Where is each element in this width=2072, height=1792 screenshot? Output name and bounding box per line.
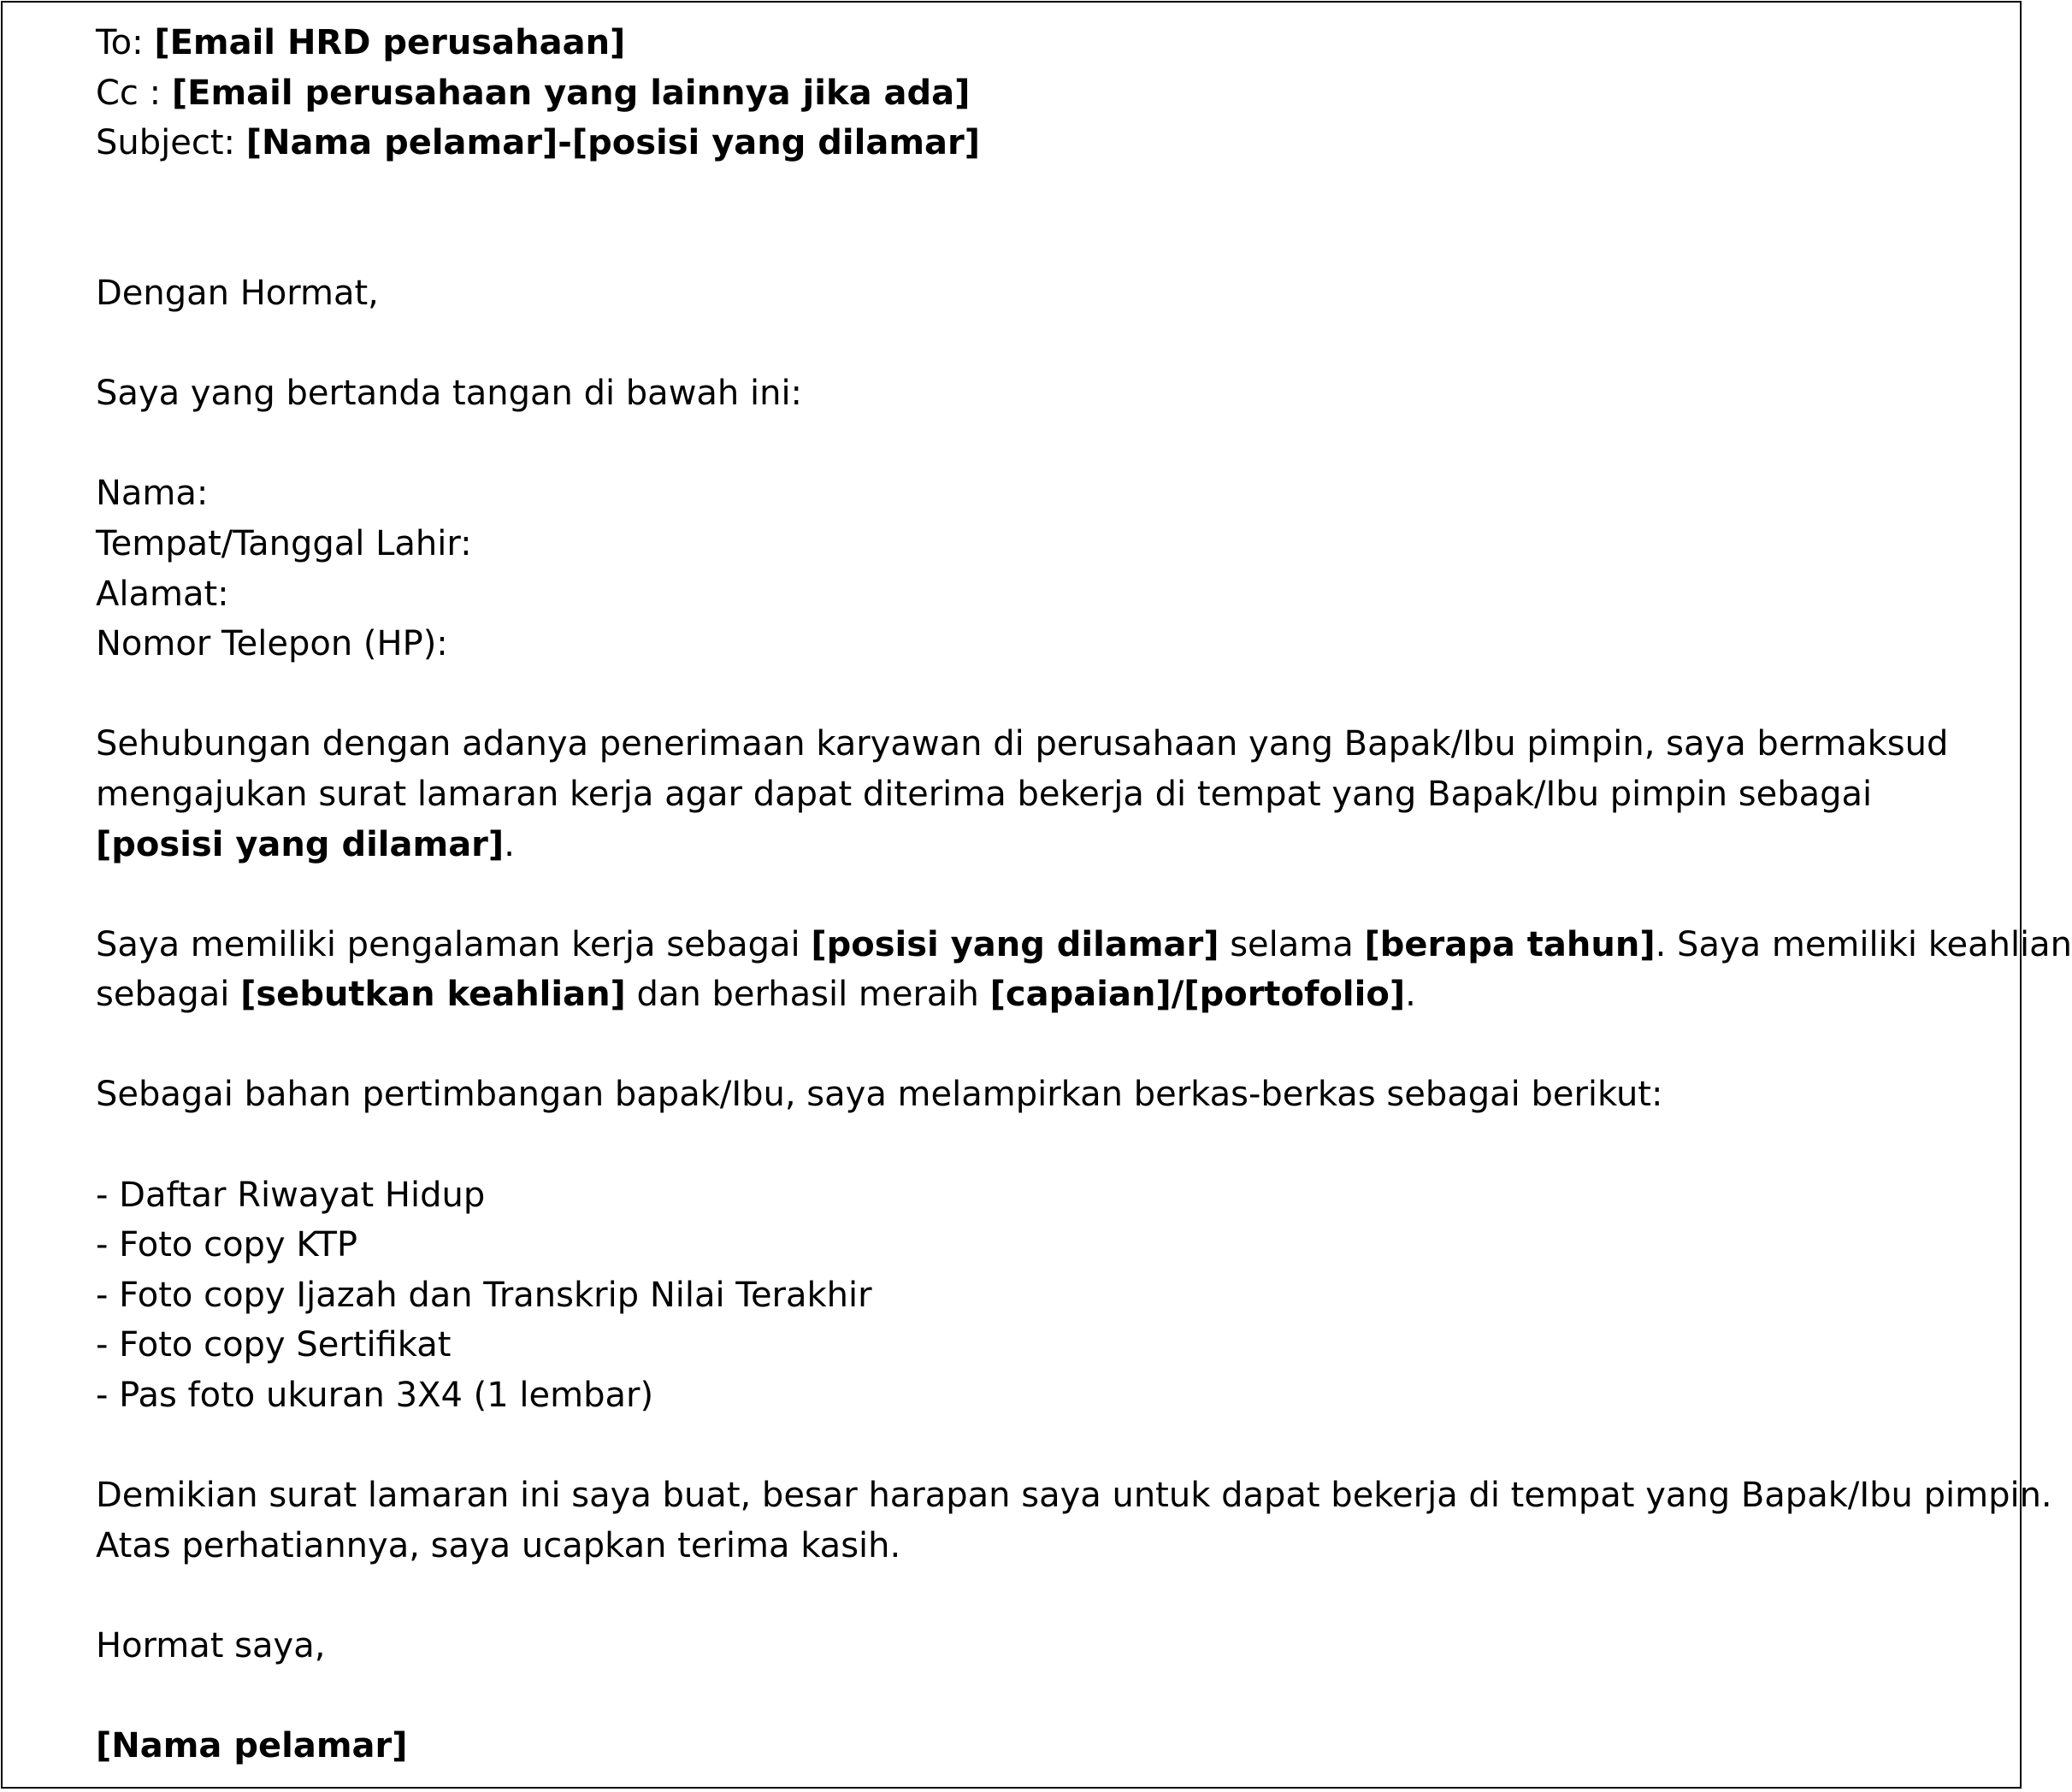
attachment-item: - Foto copy Ijazah dan Transkrip Nilai Terakhir <box>96 1275 872 1315</box>
to-label: To: <box>96 23 144 62</box>
field-tempat-tanggal-lahir: Tempat/Tanggal Lahir: <box>96 523 472 563</box>
paragraph-1-line-1: Sehubungan dengan adanya penerimaan karyawan di perusahaan yang Bapak/Ibu pimpin, saya bermaksud <box>96 724 1949 764</box>
paragraph-2-line-2 <box>96 970 2011 1020</box>
attachment-item: - Pas foto ukuran 3X4 (1 lembar) <box>96 1376 654 1416</box>
intro-text: Saya yang bertanda tangan di bawah ini: <box>96 374 803 414</box>
subject-label: Subject: <box>96 123 236 163</box>
field-alamat: Alamat: <box>96 574 229 614</box>
achievement-placeholder: [capaian]/[portofolio] <box>989 975 1406 1015</box>
spacer <box>96 1671 2011 1722</box>
p2-text-d: sebagai <box>96 975 241 1015</box>
greeting: Dengan Hormat, <box>96 273 379 313</box>
spacer <box>96 168 2011 268</box>
subject-value: [Nama pelamar]-[posisi yang dilamar] <box>245 123 981 163</box>
position-placeholder: [posisi yang dilamar] <box>96 824 505 864</box>
years-placeholder: [berapa tahun] <box>1364 924 1656 964</box>
paragraph-2-line-1 <box>96 920 2072 970</box>
p2-text-e: dan berhasil meraih <box>625 975 990 1015</box>
spacer <box>96 669 2011 720</box>
signature <box>96 1721 2011 1771</box>
attachments-intro: Sebagai bahan pertimbangan bapak/Ibu, saya melampirkan berkas-berkas sebagai berikut: <box>96 1075 1663 1115</box>
attachment-item: - Daftar Riwayat Hidup <box>96 1175 486 1215</box>
paragraph-1-line-2: mengajukan surat lamaran kerja agar dapat diterima bekerja di tempat yang Bapak/Ibu pimpin sebagai <box>96 774 1873 814</box>
cc-label: Cc : <box>96 73 162 113</box>
spacer <box>96 1571 2011 1621</box>
spacer <box>96 1120 2011 1170</box>
period: . <box>504 824 515 864</box>
cc-line <box>96 68 2011 119</box>
p2-text-c: . Saya memiliki keahlian <box>1655 924 2072 964</box>
spacer <box>96 869 2011 920</box>
attachment-item: - Foto copy KTP <box>96 1225 357 1265</box>
to-value: [Email HRD perusahaan] <box>154 23 626 62</box>
cc-value: [Email perusahaan yang lainnya jika ada] <box>171 73 971 113</box>
position-placeholder: [posisi yang dilamar] <box>811 924 1219 964</box>
field-nama: Nama: <box>96 474 209 514</box>
signature-name: [Nama pelamar] <box>96 1726 408 1766</box>
spacer <box>96 1421 2011 1471</box>
field-nomor-telepon: Nomor Telepon (HP): <box>96 624 448 664</box>
regards: Hormat saya, <box>96 1626 326 1665</box>
spacer <box>96 319 2011 369</box>
p2-text-b: selama <box>1219 924 1365 964</box>
attachment-item: - Foto copy Sertifikat <box>96 1325 452 1365</box>
spacer <box>96 419 2011 469</box>
closing-line-1: Demikian surat lamaran ini saya buat, besar harapan saya untuk dapat bekerja di tempat yang Bapak/Ibu pimpin. <box>96 1476 2052 1516</box>
skill-placeholder: [sebutkan keahlian] <box>240 975 626 1015</box>
spacer <box>96 1020 2011 1070</box>
subject-line <box>96 118 2011 168</box>
p2-text-f: . <box>1405 975 1416 1015</box>
closing-line-2: Atas perhatiannya, saya ucapkan terima kasih. <box>96 1525 901 1565</box>
p2-text-a: Saya memiliki pengalaman kerja sebagai <box>96 924 812 964</box>
paragraph-1-line-3 <box>96 820 2011 870</box>
to-line <box>96 18 2011 68</box>
letter-content <box>96 18 2072 1771</box>
